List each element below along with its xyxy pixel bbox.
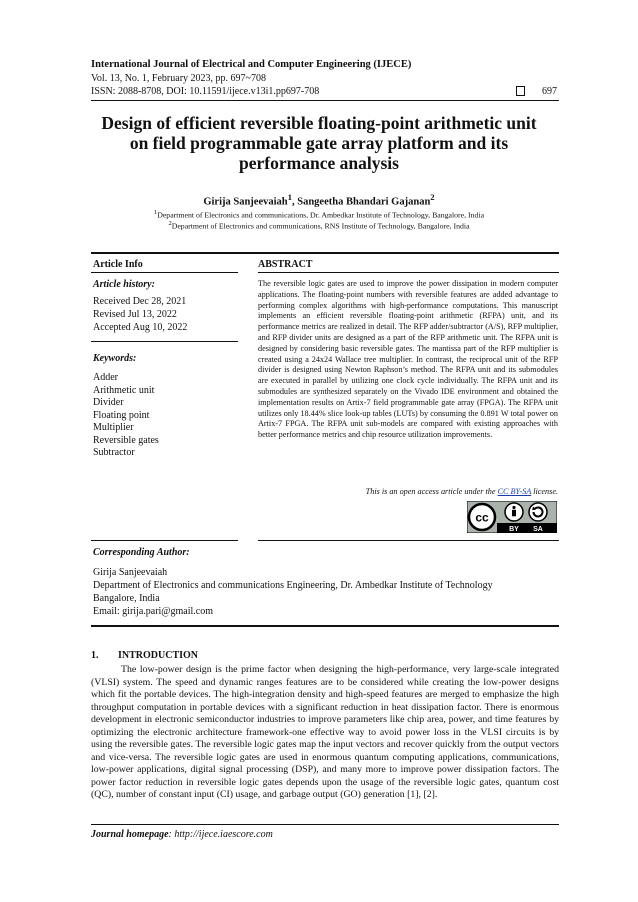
sa-icon — [529, 503, 547, 521]
author-sup: 2 — [430, 192, 435, 202]
author-sup: 1 — [287, 192, 292, 202]
author-name: Sangeetha Bhandari Gajanan — [297, 196, 431, 208]
homepage-label: Journal homepage — [91, 829, 169, 840]
cc-badge-graphic — [467, 501, 557, 533]
license-link[interactable]: CC BY-SA — [497, 487, 532, 496]
keyword-item: Arithmetic unit — [93, 385, 155, 396]
history-item: Received Dec 28, 2021 — [93, 296, 187, 307]
journal-title: International Journal of Electrical and Computer Engineering (IJECE) — [91, 59, 412, 70]
footer-rule — [91, 824, 559, 825]
article-info-rule — [91, 272, 238, 273]
open-access-prefix: This is an open access article under the — [365, 487, 498, 496]
sa-text: SA — [533, 526, 543, 533]
cc-by-sa-badge[interactable] — [467, 501, 557, 533]
affiliation-text: Department of Electronics and communications, RNS Institute of Technology, Bangalore, India — [171, 221, 470, 231]
corresponding-email[interactable]: Email: girija.pari@gmail.com — [93, 606, 214, 617]
affiliation-sup: 1 — [153, 209, 158, 216]
keyword-item: Reversible gates — [93, 435, 159, 446]
keyword-item: Multiplier — [93, 422, 134, 433]
keyword-item: Subtractor — [93, 447, 135, 458]
abstract-heading: ABSTRACT — [258, 259, 313, 270]
corresponding-name: Girija Sanjeevaiah — [93, 567, 168, 578]
open-access-note — [258, 487, 558, 496]
history-item: Revised Jul 13, 2022 — [93, 309, 177, 320]
keyword-item: Floating point — [93, 410, 150, 421]
paper-title: Design of efficient reversible floating-point arithmetic unit on field programmable gate array platform and its performance analysis — [101, 113, 537, 173]
keyword-item: Divider — [93, 397, 124, 408]
corresponding-heading: Corresponding Author: — [93, 547, 190, 558]
journal-homepage — [91, 829, 273, 840]
affiliation-1 — [91, 209, 547, 220]
article-info-heading: Article Info — [93, 259, 143, 270]
section-number: 1. — [91, 650, 99, 661]
volume-line: Vol. 13, No. 1, February 2023, pp. 697~708 — [91, 73, 266, 84]
cc-text: cc — [475, 510, 489, 525]
corresponding-rule-left — [91, 540, 238, 541]
keyword-item: Adder — [93, 372, 118, 383]
keywords-rule — [91, 341, 238, 342]
corresponding-rule-right — [258, 540, 559, 541]
history-item: Accepted Aug 10, 2022 — [93, 322, 188, 333]
author-line — [91, 192, 547, 208]
abstract-rule — [258, 272, 559, 273]
author-name: Girija Sanjeevaiah — [203, 196, 288, 208]
by-text: BY — [509, 526, 519, 533]
corresponding-city: Bangalore, India — [93, 593, 160, 604]
article-info-top-rule — [91, 252, 559, 254]
page-box-icon — [516, 86, 525, 96]
header-rule — [91, 100, 559, 101]
introduction-paragraph: The low-power design is the prime factor when designing the high-performance, very large-scale integrated (VLSI) system. The speed and dynamic ranges features are to be considered while creating the low-power designs which fit the portable devices. The high-integration density and high-speed features are merged to emphasize the high throughput computation in portable devices with a significant reduction in heat dissipation factor. There is enormous development in electronic semiconductor industries to improve parameters like chip area, power, and time features by optimizing the electronic architecture framework-one effective way to avoid power loss in the VLSI circuits is by using the reversible gates. The reversible logic gates map the input vectors and recover quickly from the output vectors and vice-versa. The reversible logic gates are used in enormous quantum computing applications, communications, low-power applications, digital signal processing (DSP), and many more to improve power dissipation factors. The power factor reduction in reversible logic gates depends upon the usage of the reversible logic gates, quantum cost (QC), number of constant input (CI) usage, and garbage output (GO) generation [1], [2]. — [91, 664, 559, 800]
keywords-heading: Keywords: — [93, 353, 137, 364]
affiliation-sup: 2 — [168, 220, 172, 227]
affiliation-text: Department of Electronics and communications, Dr. Ambedkar Institute of Technology, Bangalore, India — [157, 210, 485, 220]
author-separator: , — [292, 196, 298, 208]
homepage-url[interactable]: : http://ijece.iaescore.com — [168, 829, 273, 840]
abstract-text: The reversible logic gates are used to improve the power dissipation in modern computer applications. The floating-point numbers with reversible features are added advantage to performing complex algorithms with high-performance computations. This manuscript implements an efficient reversible floating-point arithmetic (RFPA) unit, and its performance metrics are realized in detail. The RFP adder/subtractor (A/S), RFP multiplier, and RFP divider units are designed as a part of the RFP arithmetic unit. The RFPA unit is designed by considering basic reversible gates. The mantissa part of the RFP multiplier is created using a 24x24 Wallace tree multiplier. In contrast, the reciprocal unit of the RFP divider is designed using Newton Raphson’s method. The RFPA unit and its submodules are executed in parallel by utilizing one clock cycle individually. The RFPA unit and its submodules are synthesized separately on the Vivado IDE environment and obtained the implementation results on Artix-7 field programmable gate array (FPGA). The RFPA unit utilizes only 18.44% slice look-up tables (LUTs) by consuming the 0.891 W total power on Artix-7 FPGA. The RFPA unit sub-models are compared with existing approaches with better performance metrics and chip resource utilization improvements. — [258, 279, 558, 440]
open-access-suffix: license. — [531, 487, 558, 496]
introduction-heading: INTRODUCTION — [118, 650, 199, 661]
affiliation-2 — [91, 220, 547, 231]
corresponding-department: Department of Electronics and communications Engineering, Dr. Ambedkar Institute of Technology — [93, 580, 493, 591]
issn-line: ISSN: 2088-8708, DOI: 10.11591/ijece.v13i1.pp697-708 — [91, 86, 320, 97]
page-number: 697 — [542, 86, 557, 97]
article-history-heading: Article history: — [93, 279, 155, 290]
corresponding-bottom-rule — [91, 625, 559, 627]
